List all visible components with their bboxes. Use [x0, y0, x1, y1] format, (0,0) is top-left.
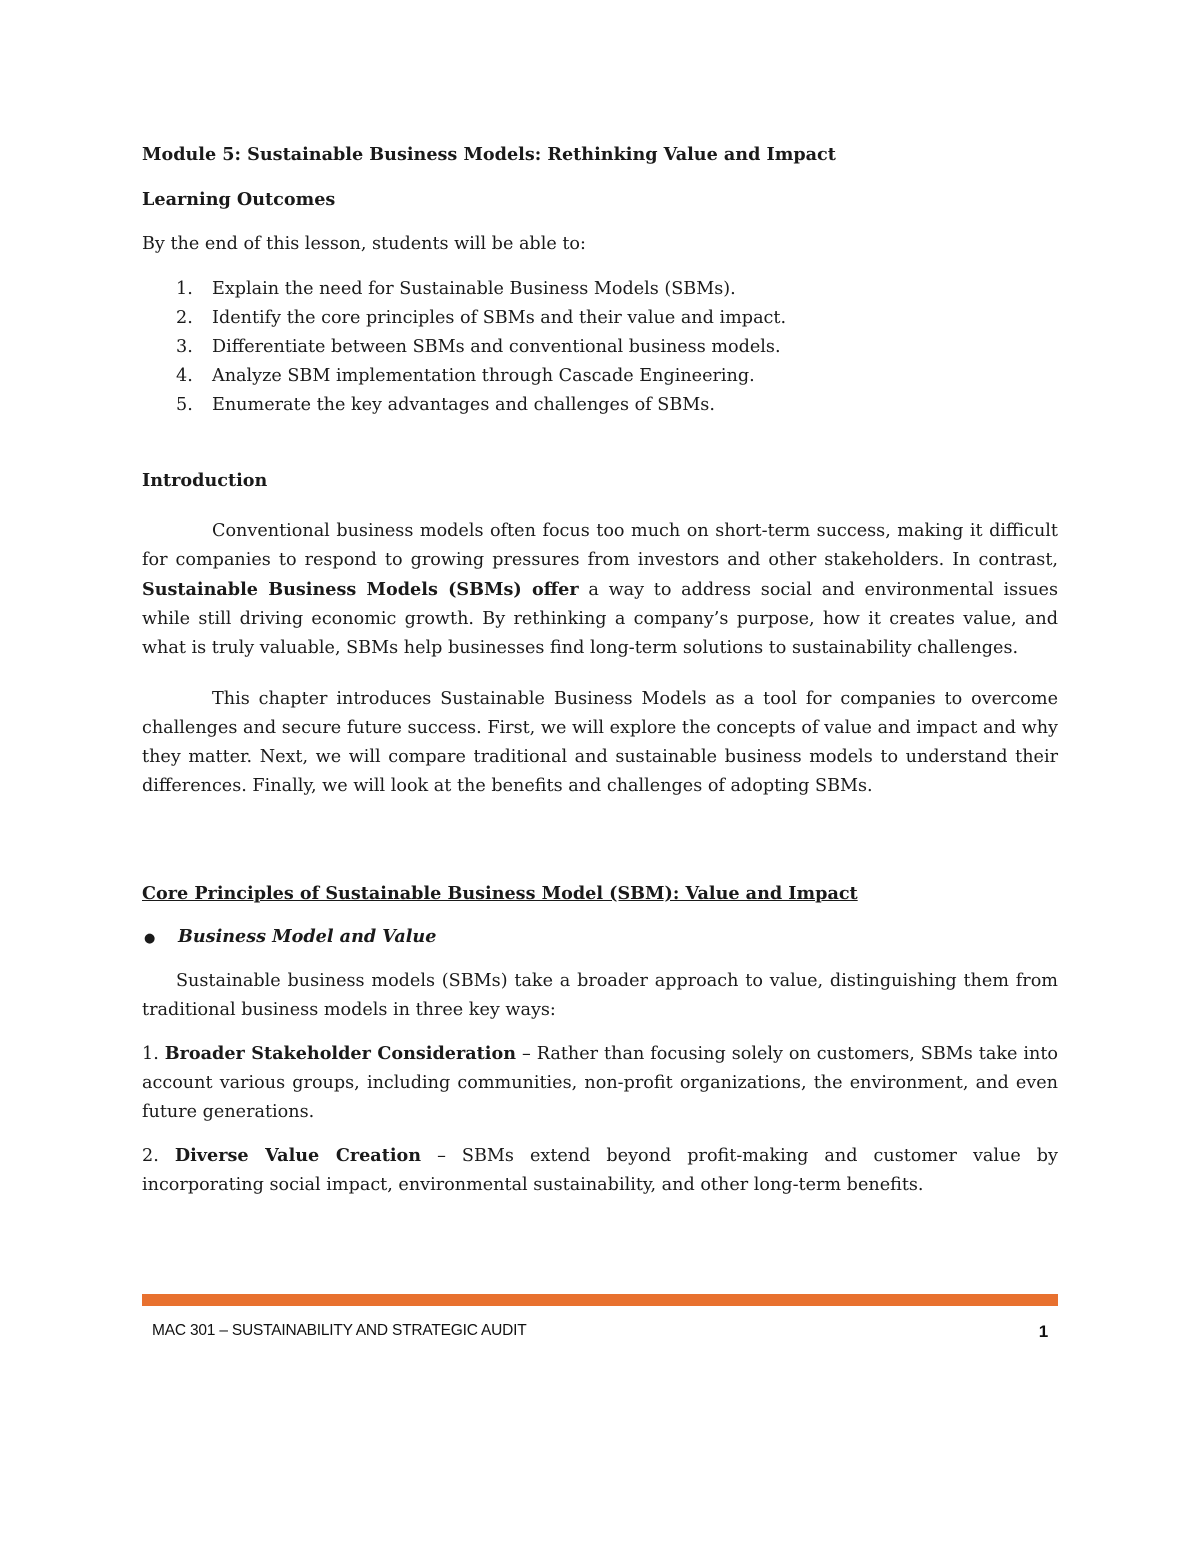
- point-1: [142, 1039, 1058, 1127]
- list-item: [142, 391, 1058, 420]
- list-item-text: Explain the need for Sustainable Business Models (SBMs).: [212, 279, 736, 299]
- point-2-text: – SBMs extend beyond profit-making and customer value by incorporating social impact, environmental sustainability, and other long-term benefits.: [142, 1146, 1058, 1195]
- introduction-heading: Introduction: [142, 470, 268, 491]
- list-item-number: 2.: [176, 308, 193, 328]
- outcomes-list: [142, 275, 1058, 420]
- learning-outcomes-heading: Learning Outcomes: [142, 189, 336, 210]
- footer-divider: [142, 1294, 1058, 1306]
- list-item: [142, 362, 1058, 391]
- list-item-text: Differentiate between SBMs and conventional business models.: [212, 337, 781, 357]
- intro-text-b: a way to address social and environmental issues while still driving economic growth. By rethinking a company’s purpose, how it creates value, and what is truly valuable, SBMs help businesses find long-term solutions to sustainability challenges.: [142, 580, 1058, 658]
- list-item: [142, 275, 1058, 304]
- intro-paragraph-2: This chapter introduces Sustainable Business Models as a tool for companies to overcome challenges and secure future success. First, we will explore the concepts of value and impact and why they matter. Next, we will compare traditional and sustainable business models to understand their differences. Finally, we will look at the benefits and challenges of adopting SBMs.: [142, 689, 1058, 796]
- list-item-text: Analyze SBM implementation through Cascade Engineering.: [212, 366, 755, 386]
- point-2: [142, 1141, 1058, 1200]
- document-title: Module 5: Sustainable Business Models: Rethinking Value and Impact: [142, 144, 836, 165]
- bullet-icon: ●: [144, 931, 156, 946]
- page-footer: [152, 1322, 1048, 1342]
- list-item-number: 1.: [176, 279, 193, 299]
- bullet-title: Business Model and Value: [178, 926, 437, 947]
- point-2-number: 2.: [142, 1146, 175, 1166]
- list-item-text: Identify the core principles of SBMs and their value and impact.: [212, 308, 787, 328]
- point-2-title: Diverse Value Creation: [174, 1145, 422, 1166]
- point-1-text: – Rather than focusing solely on customers, SBMs take into account various groups, including communities, non-profit organizations, the environment, and even future generations.: [142, 1044, 1058, 1122]
- list-item: [142, 304, 1058, 333]
- list-item-number: 4.: [176, 366, 193, 386]
- core-paragraph: Sustainable business models (SBMs) take a broader approach to value, distinguishing them from traditional business models in three key ways:: [142, 971, 1058, 1020]
- intro-text-a: Conventional business models often focus too much on short-term success, making it difficult for companies to respond to growing pressures from investors and other stakeholders. In contrast,: [142, 521, 1058, 570]
- intro-paragraph-1: [142, 517, 1058, 663]
- list-item-number: 5.: [176, 395, 193, 415]
- point-1-number: 1.: [142, 1044, 165, 1064]
- outcomes-intro: By the end of this lesson, students will be able to:: [142, 234, 586, 254]
- list-item-text: Enumerate the key advantages and challenges of SBMs.: [212, 395, 715, 415]
- bullet-item: [142, 922, 1058, 953]
- core-principles-heading: Core Principles of Sustainable Business Model (SBM): Value and Impact: [142, 883, 858, 904]
- document-page: [142, 140, 1058, 1216]
- list-item-number: 3.: [176, 337, 193, 357]
- page-number: 1: [1038, 1322, 1048, 1341]
- point-1-title: Broader Stakeholder Consideration: [164, 1043, 516, 1064]
- list-item: [142, 333, 1058, 362]
- intro-text-bold: Sustainable Business Models (SBMs) offer: [142, 579, 579, 600]
- footer-course-title: MAC 301 – SUSTAINABILITY AND STRATEGIC AUDIT: [152, 1322, 527, 1339]
